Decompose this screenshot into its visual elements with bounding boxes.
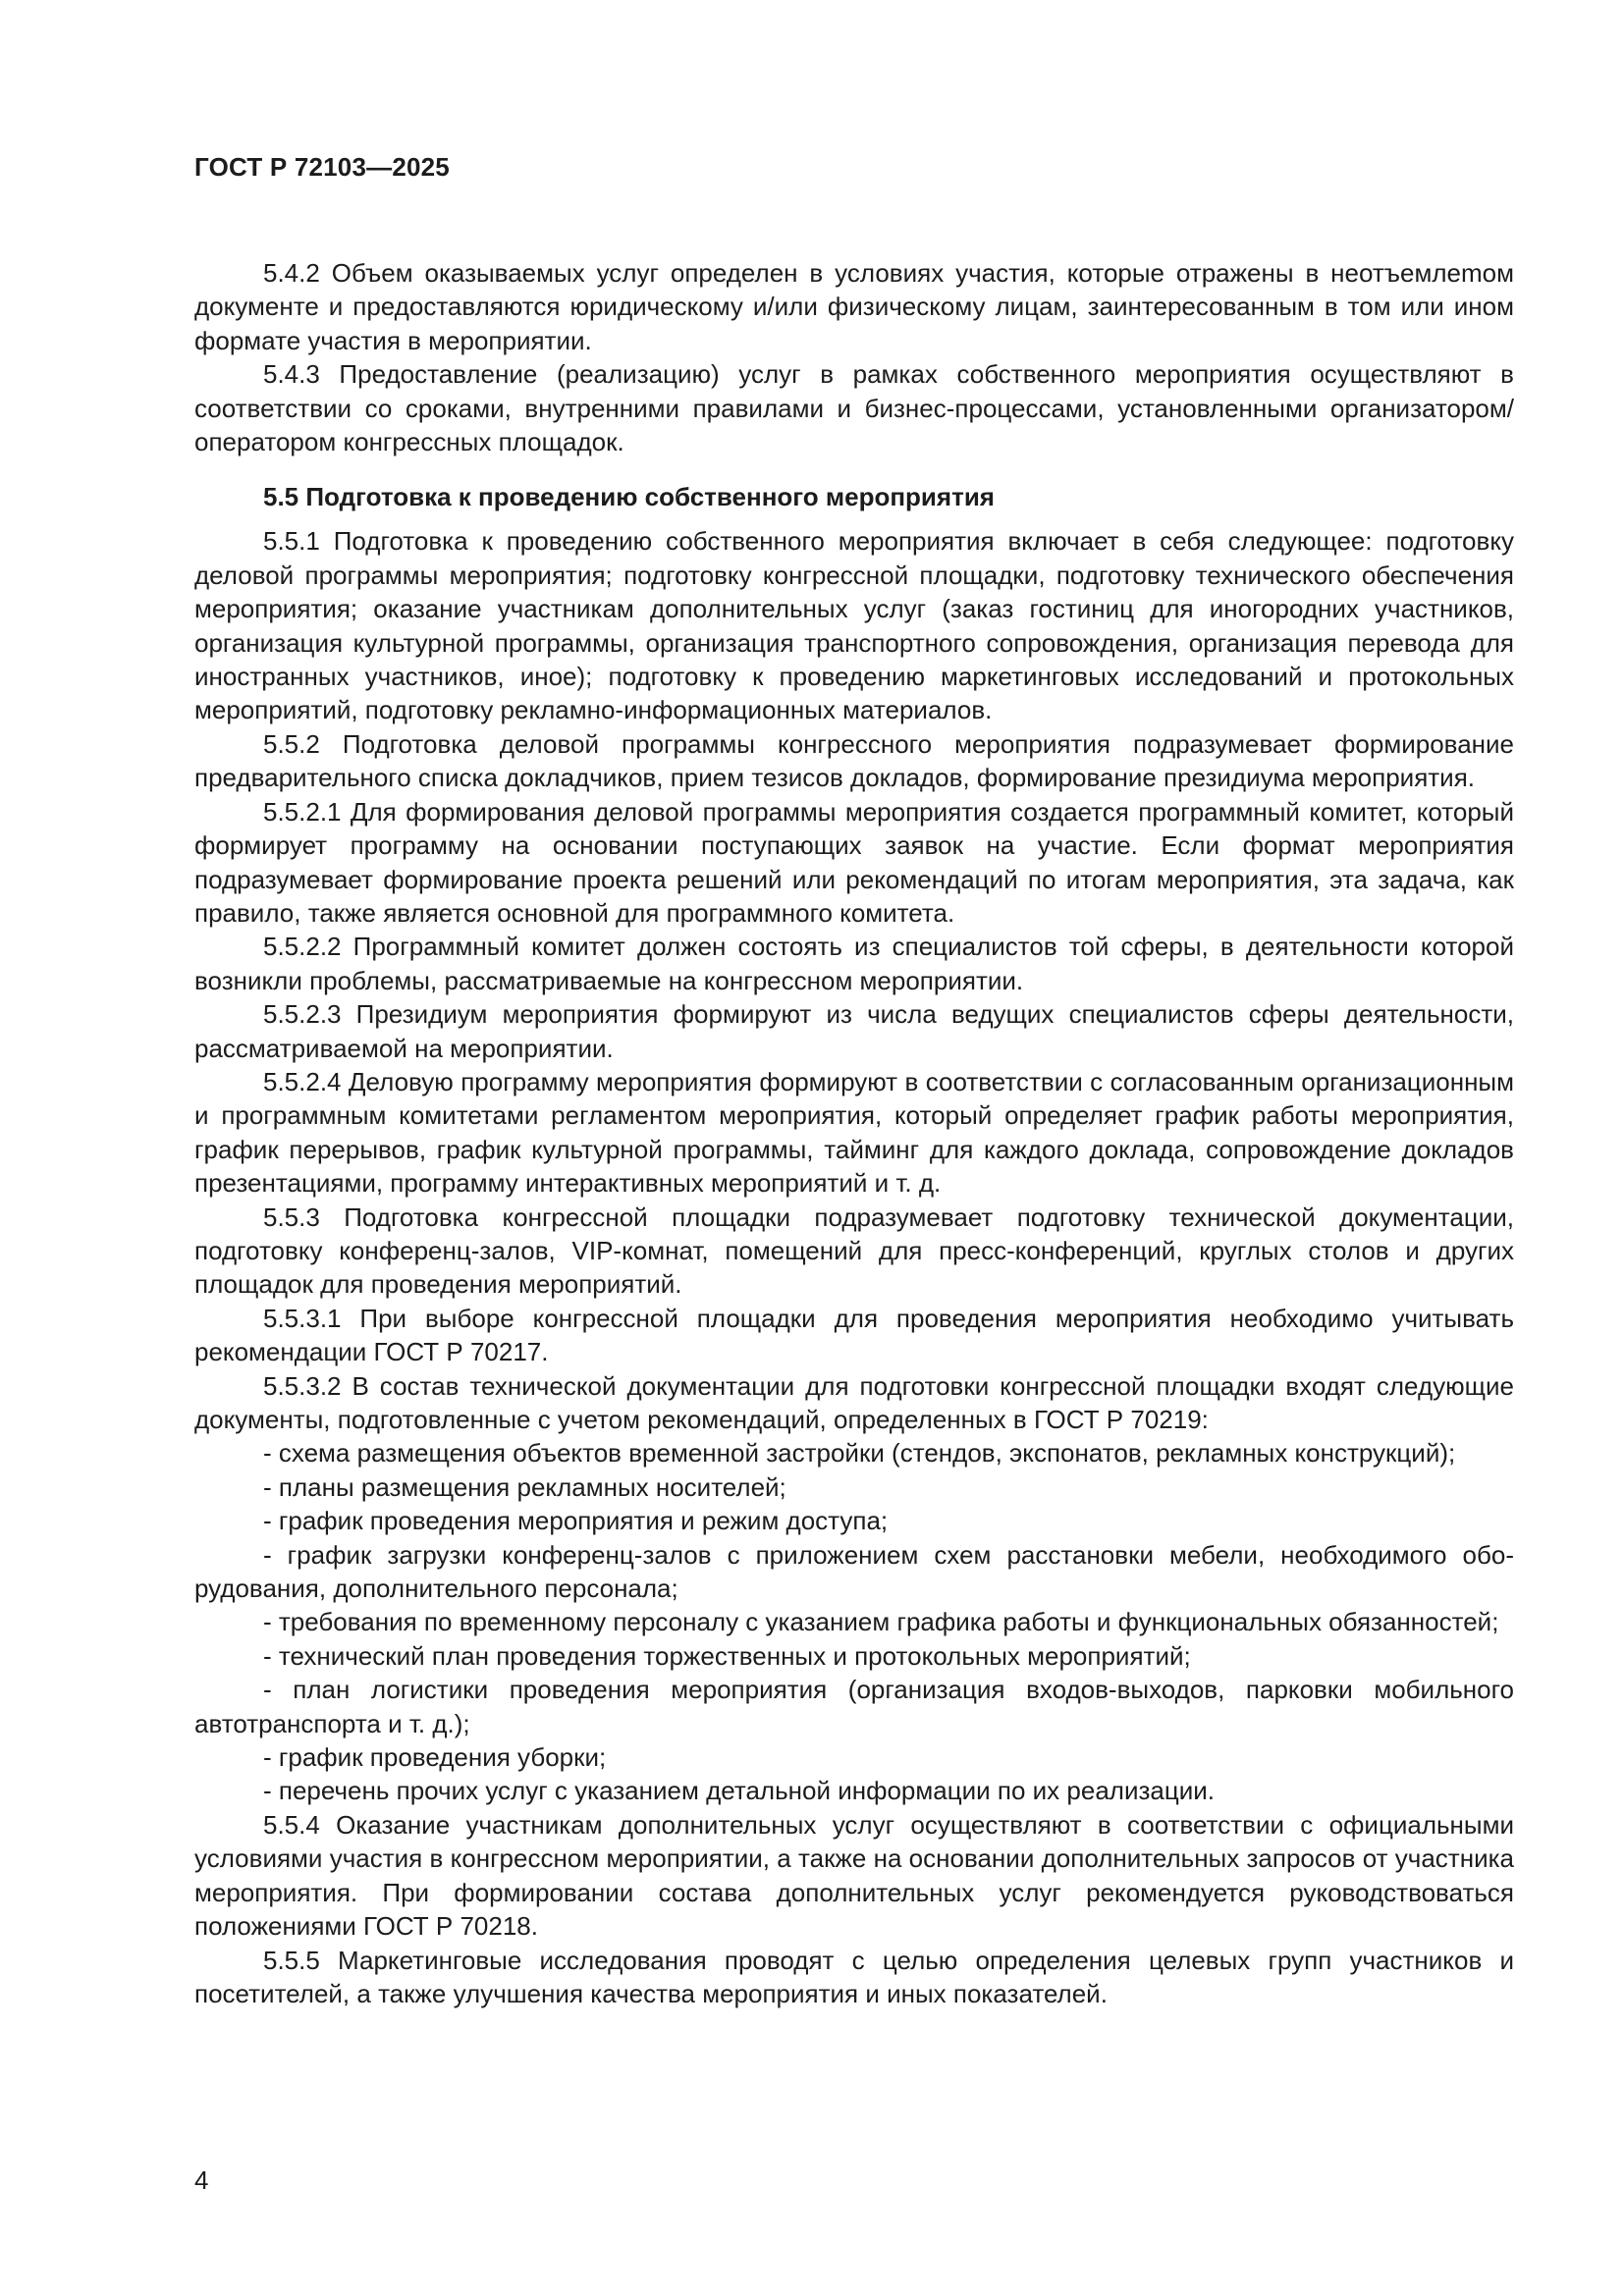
list-item: - требования по временному персоналу с указанием графика работы и функциональных обязанностей; <box>263 1607 1499 1637</box>
paragraph-5-4-2: 5.4.2 Объем оказываемых услуг определен в условиях участия, которые отражены в неотъемлеmом документе и предоставляются юридическому и/или физическому лицам, заинтересованным в том или ином формате участия в мероприятии. <box>194 258 1514 355</box>
list-item: - перечень прочих услуг с указанием детальной информации по их реализации. <box>263 1776 1216 1806</box>
paragraph-5-5-2-4: 5.5.2.4 Деловую программу мероприятия формируют в соответствии с согласованным организационным и программным комитетами регламентом мероприятия, который определяет график работы мероприятия, график перерывов, график культурной программы, тайминг для каждого доклада, сопровождение докладов презентациями, программу интерактивных мероприятий и т. д. <box>194 1066 1514 1199</box>
paragraph-5-5-2: 5.5.2 Подготовка деловой программы конгрессного мероприятия подразумевает формирование предварительного списка докладчиков, прием тезисов докладов, формирование президиума мероприятия. <box>194 728 1514 793</box>
page-content <box>194 222 1514 2010</box>
list-item: - график проведения мероприятия и режим доступа; <box>263 1506 889 1536</box>
document-header: ГОСТ Р 72103—2025 <box>194 152 450 182</box>
paragraph-5-4-3: 5.4.3 Предоставление (реализацию) услуг в рамках собственного мероприятия осуществляют в соответствии со сроками, внутренними правилами и бизнес-процессами, установленными организатором/оператором конгрессных площадок. <box>194 359 1514 457</box>
list-item: - схема размещения объектов временной застройки (стендов, экспонатов, рекламных конструкций); <box>263 1438 1456 1468</box>
list-item: - технический план проведения торжественных и протокольных мероприятий; <box>263 1640 1191 1671</box>
list-item: - график проведения уборки; <box>263 1742 607 1773</box>
section-heading-5-5: 5.5 Подготовка к проведению собственного мероприятия <box>263 482 995 512</box>
paragraph-5-5-3-2: 5.5.3.2 В состав технической документации для подготовки конгрессной площадки входят следующие документы, подготовленные с учетом рекомендаций, определенных в ГОСТ Р 70219: <box>194 1370 1514 1434</box>
paragraph-5-5-3: 5.5.3 Подготовка конгрессной площадки подразумевает подготовку технической документации, подготовку конференц-залов, VIP-комнат, помещений для пресс-конференций, круглых столов и других площадок для проведения мероприятий. <box>194 1201 1514 1300</box>
list-item: - планы размещения рекламных носителей; <box>263 1471 786 1502</box>
page-number: 4 <box>194 2165 209 2195</box>
paragraph-5-5-3-1: 5.5.3.1 При выборе конгрессной площадки для проведения мероприятия необходимо учитывать рекомендации ГОСТ Р 70217. <box>194 1303 1514 1367</box>
paragraph-5-5-4: 5.5.4 Оказание участникам дополнительных услуг осуществляют в соответствии с официальными условиями участия в конгрессном мероприятии, а также на основании дополнительных запросов от участника мероприятия. При формировании состава дополнительных услуг рекомендуется руководствоваться положениями ГОСТ Р 70218. <box>194 1809 1514 1942</box>
paragraph-5-5-2-1: 5.5.2.1 Для формирования деловой программы мероприятия создается программный комитет, который формирует программу на основании поступающих заявок на участие. Если формат мероприятия подразумевает формирование проекта решений или рекомендаций по итогам мероприятия, эта задача, как правило, также является основной для программного комитета. <box>194 796 1514 928</box>
paragraph-5-5-5: 5.5.5 Маркетинговые исследования проводят с целью определения целевых групп участников и посетителей, а также улучшения качества мероприятия и иных показателей. <box>194 1945 1514 2008</box>
paragraph-5-5-1: 5.5.1 Подготовка к проведению собственного мероприятия включает в себя следующее: подготовку деловой программы мероприятия; подготовку конгрессной площадки, подготовку технического обеспечения мероприятия; оказание участникам дополнительных услуг (заказ гостиниц для иногородних участников, организация культурной программы, организация транспортного сопровождения, организация перевода для иностранных участников, иное); подготовку к проведению маркетинговых исследований и протокольных мероприятий, подготовку рекламно-информационных материалов. <box>194 526 1514 725</box>
paragraph-5-5-2-3: 5.5.2.3 Президиум мероприятия формируют из числа ведущих специалистов сферы деятельности, рассматриваемой на мероприятии. <box>194 999 1514 1063</box>
list-item: - план логистики проведения мероприятия (организация входов-выходов, парковки мобильного автотранспорта и т. д.); <box>194 1675 1514 1738</box>
paragraph-5-5-2-2: 5.5.2.2 Программный комитет должен состоять из специалистов той сферы, в деятельности которой возникли проблемы, рассматриваемые на конгрессном мероприятии. <box>194 932 1514 995</box>
list-item: - график загрузки конференц-залов с приложением схем расстановки мебели, необходимого оборудования, дополнительного персонала; <box>194 1539 1514 1604</box>
